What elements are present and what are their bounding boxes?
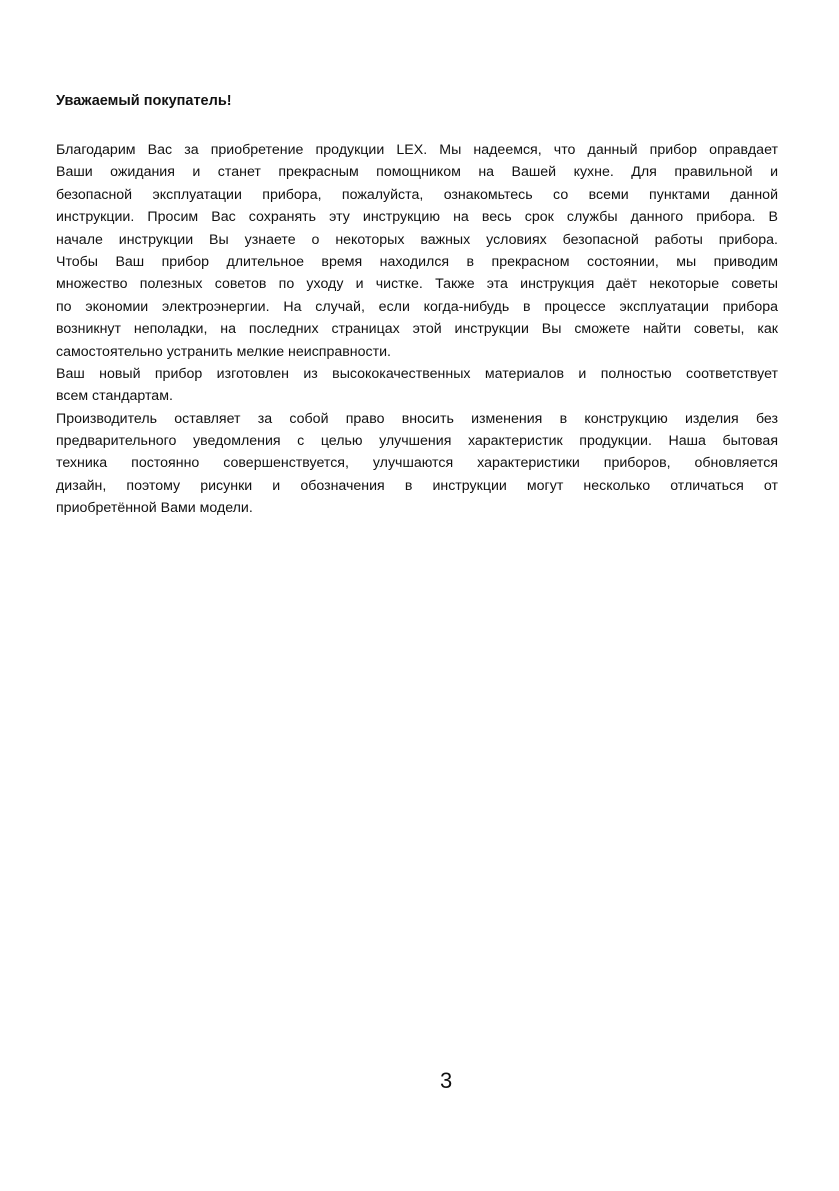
paragraph <box>56 139 778 363</box>
text-line: всем стандартам. <box>56 388 173 405</box>
text-line: дизайн, поэтому рисунки и обозначения в инструкции могут несколько отличаться от <box>56 477 778 494</box>
text-line: Благодарим Вас за приобретение продукции LEX. Мы надеемся, что данный прибор оправдает <box>56 142 778 158</box>
text-line: возникнут неполадки, на последних страницах этой инструкции Вы сможете найти советы, как <box>56 321 778 338</box>
text-line: безопасной эксплуатации прибора, пожалуйста, ознакомьтесь со всеми пунктами данной <box>56 186 778 203</box>
paragraph <box>56 408 778 520</box>
text-line: приобретённой Вами модели. <box>56 500 253 517</box>
text-line: по экономии электроэнергии. На случай, если когда-нибудь в процессе эксплуатации прибора <box>56 298 778 315</box>
text-line: Ваш новый прибор изготовлен из высококачественных материалов и полностью соответствует <box>56 365 778 382</box>
paragraph <box>56 363 778 408</box>
text-line: Чтобы Ваш прибор длительное время находился в прекрасном состоянии, мы приводим <box>56 253 778 270</box>
document-body <box>56 139 778 520</box>
text-line: множество полезных советов по уходу и чистке. Также эта инструкция даёт некоторые советы <box>56 276 778 293</box>
text-line: самостоятельно устранить мелкие неисправности. <box>56 343 391 360</box>
text-line: Производитель оставляет за собой право вносить изменения в конструкцию изделия без <box>56 410 778 427</box>
text-line: инструкции. Просим Вас сохранять эту инструкцию на весь срок службы данного прибора. В <box>56 209 778 226</box>
text-line: начале инструкции Вы узнаете о некоторых важных условиях безопасной работы прибора. <box>56 231 778 248</box>
text-line: Ваши ожидания и станет прекрасным помощником на Вашей кухне. Для правильной и <box>56 164 778 181</box>
text-line: техника постоянно совершенствуется, улучшаются характеристики приборов, обновляется <box>56 455 778 472</box>
page-heading: Уважаемый покупатель! <box>56 93 232 109</box>
text-line: предварительного уведомления с целью улучшения характеристик продукции. Наша бытовая <box>56 433 778 450</box>
page-number: 3 <box>440 1068 453 1093</box>
